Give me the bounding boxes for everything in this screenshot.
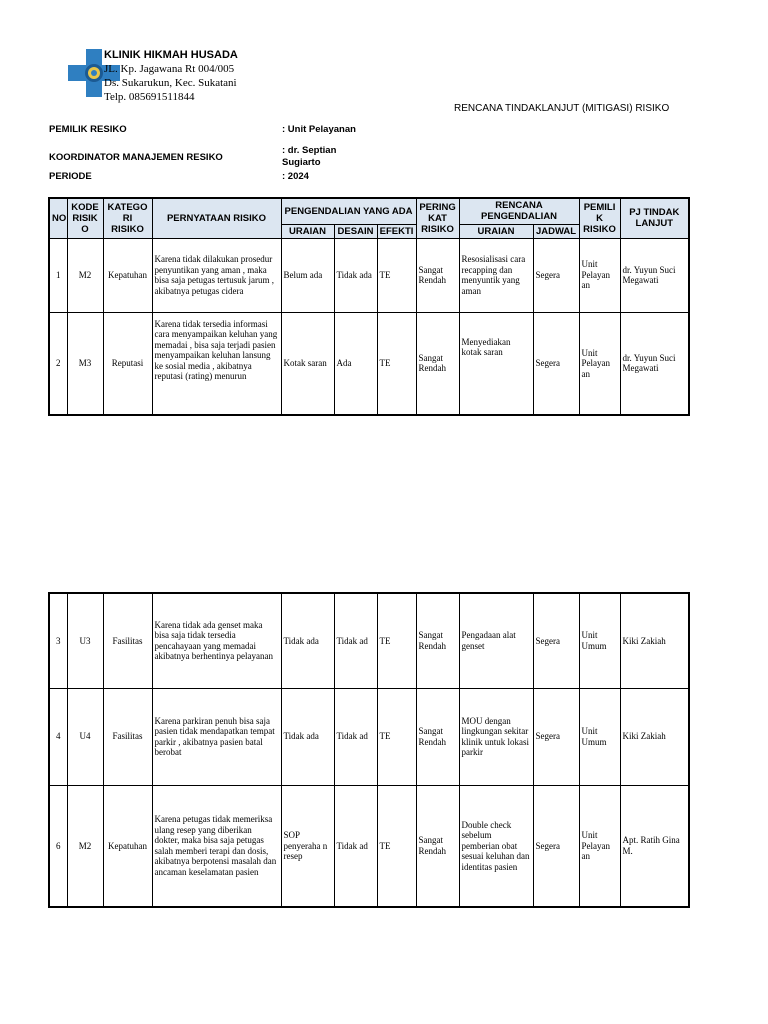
risk-table-1 [48,197,690,416]
header-owner: PEMILI K RISIKO [579,198,620,238]
header-statement: PERNYATAAN RISIKO [152,198,281,238]
clinic-address-line-1: JL. Kp. Jagawana Rt 004/005 [104,63,235,75]
cell-statement: Karena petugas tidak memeriksa ulang resep yang diberikan dokter, maka bisa saja petugas salah memberi terapi dan dosis, akibatnya berpotensi masalah dan ancaman keselamatan pasien [152,785,281,907]
cell-rating: Sangat Rendah [416,593,459,688]
cell-schedule: Segera [533,593,579,688]
period-value: : 2024 [282,171,309,182]
header-control: PENGENDALIAN YANG ADA [281,198,416,224]
cell-code: U3 [67,593,103,688]
risk-table-2 [48,592,690,908]
cell-statement: Karena tidak tersedia informasi cara menyampaikan keluhan yang memadai , bisa saja terjadi pasien menyampaikan keluhan lansung ke sosial media , akibatnya reputasi (rating) menurun [152,312,281,415]
cell-plan-desc: Resosialisasi cara recapping dan menyuntik yang aman [459,238,533,312]
cell-effectiveness: TE [377,785,416,907]
header-plan: RENCANA PENGENDALIAN [459,198,579,224]
cell-owner: Unit Pelayan an [579,238,620,312]
cell-schedule: Segera [533,238,579,312]
cell-owner: Unit Umum [579,593,620,688]
cell-effectiveness: TE [377,593,416,688]
header-effectiveness: EFEKTI [377,224,416,238]
cell-code: M2 [67,785,103,907]
cell-owner: Unit Pelayan an [579,785,620,907]
period-label: PERIODE [49,171,92,182]
cell-effectiveness: TE [377,312,416,415]
cell-plan-desc: Pengadaan alat genset [459,593,533,688]
cell-statement: Karena tidak dilakukan prosedur penyuntikan yang aman , maka bisa saja petugas tertusuk jarum , akibatnya petugas cidera [152,238,281,312]
table-row [49,688,689,785]
cell-control-desc: SOP penyeraha n resep [281,785,334,907]
clinic-name: KLINIK HIKMAH HUSADA [104,49,238,61]
cell-code: U4 [67,688,103,785]
coordinator-label: KOORDINATOR MANAJEMEN RESIKO [49,152,223,163]
coordinator-value-line-1: : dr. Septian [282,145,337,156]
header-pic: PJ TINDAK LANJUT [620,198,689,238]
cell-rating: Sangat Rendah [416,238,459,312]
cell-schedule: Segera [533,312,579,415]
cell-schedule: Segera [533,785,579,907]
header-control-design: DESAIN [334,224,377,238]
header-no: NO [49,198,67,238]
clinic-address-line-2: Ds. Sukarukun, Kec. Sukatani [104,77,237,89]
cell-design: Tidak ad [334,688,377,785]
cell-control-desc: Tidak ada [281,593,334,688]
cell-control-desc: Belum ada [281,238,334,312]
cell-plan-desc: MOU dengan lingkungan sekitar klinik untuk lokasi parkir [459,688,533,785]
cell-pic: dr. Yuyun Suci Megawati [620,238,689,312]
table-row [49,312,689,415]
header-plan-desc: URAIAN [459,224,533,238]
cell-category: Reputasi [103,312,152,415]
cell-design: Tidak ad [334,785,377,907]
cell-pic: Kiki Zakiah [620,688,689,785]
table-row [49,238,689,312]
cell-category: Kepatuhan [103,785,152,907]
header-category: KATEGO RI RISIKO [103,198,152,238]
cell-category: Kepatuhan [103,238,152,312]
header-rating: PERING KAT RISIKO [416,198,459,238]
cell-plan-desc: Menyediakan kotak saran [459,312,533,415]
table-row [49,593,689,688]
cell-no: 6 [49,785,67,907]
cell-rating: Sangat Rendah [416,312,459,415]
cell-statement: Karena parkiran penuh bisa saja pasien tidak mendapatkan tempat parkir , akibatnya pasien batal berobat [152,688,281,785]
cell-rating: Sangat Rendah [416,688,459,785]
header-code: KODE RISIK O [67,198,103,238]
cell-effectiveness: TE [377,688,416,785]
cell-owner: Unit Umum [579,688,620,785]
cell-no: 1 [49,238,67,312]
cell-control-desc: Kotak saran [281,312,334,415]
plan-title: RENCANA TINDAKLANJUT (MITIGASI) RISIKO [454,103,670,114]
cell-plan-desc: Double check sebelum pemberian obat sesuai keluhan dan identitas pasien [459,785,533,907]
cell-no: 4 [49,688,67,785]
cell-rating: Sangat Rendah [416,785,459,907]
owner-label: PEMILIK RESIKO [49,124,127,135]
clinic-header [104,48,238,104]
coordinator-value [282,145,336,169]
cell-code: M2 [67,238,103,312]
cell-no: 2 [49,312,67,415]
cell-code: M3 [67,312,103,415]
cell-effectiveness: TE [377,238,416,312]
header-control-desc: URAIAN [281,224,334,238]
cell-pic: dr. Yuyun Suci Megawati [620,312,689,415]
cell-pic: Kiki Zakiah [620,593,689,688]
cell-control-desc: Tidak ada [281,688,334,785]
cell-design: Tidak ada [334,238,377,312]
cell-owner: Unit Pelayan an [579,312,620,415]
cell-design: Tidak ad [334,593,377,688]
cell-no: 3 [49,593,67,688]
cell-pic: Apt. Ratih Gina M. [620,785,689,907]
header-plan-schedule: JADWAL [533,224,579,238]
cell-category: Fasilitas [103,593,152,688]
cell-design: Ada [334,312,377,415]
cell-schedule: Segera [533,688,579,785]
owner-value: : Unit Pelayanan [282,124,356,135]
coordinator-value-line-2: Sugiarto [282,157,321,168]
clinic-phone: Telp. 085691511844 [104,91,195,103]
table-row [49,785,689,907]
cell-statement: Karena tidak ada genset maka bisa saja tidak tersedia pencahayaan yang memadai akibatnya berhentinya pelayanan [152,593,281,688]
cell-category: Fasilitas [103,688,152,785]
